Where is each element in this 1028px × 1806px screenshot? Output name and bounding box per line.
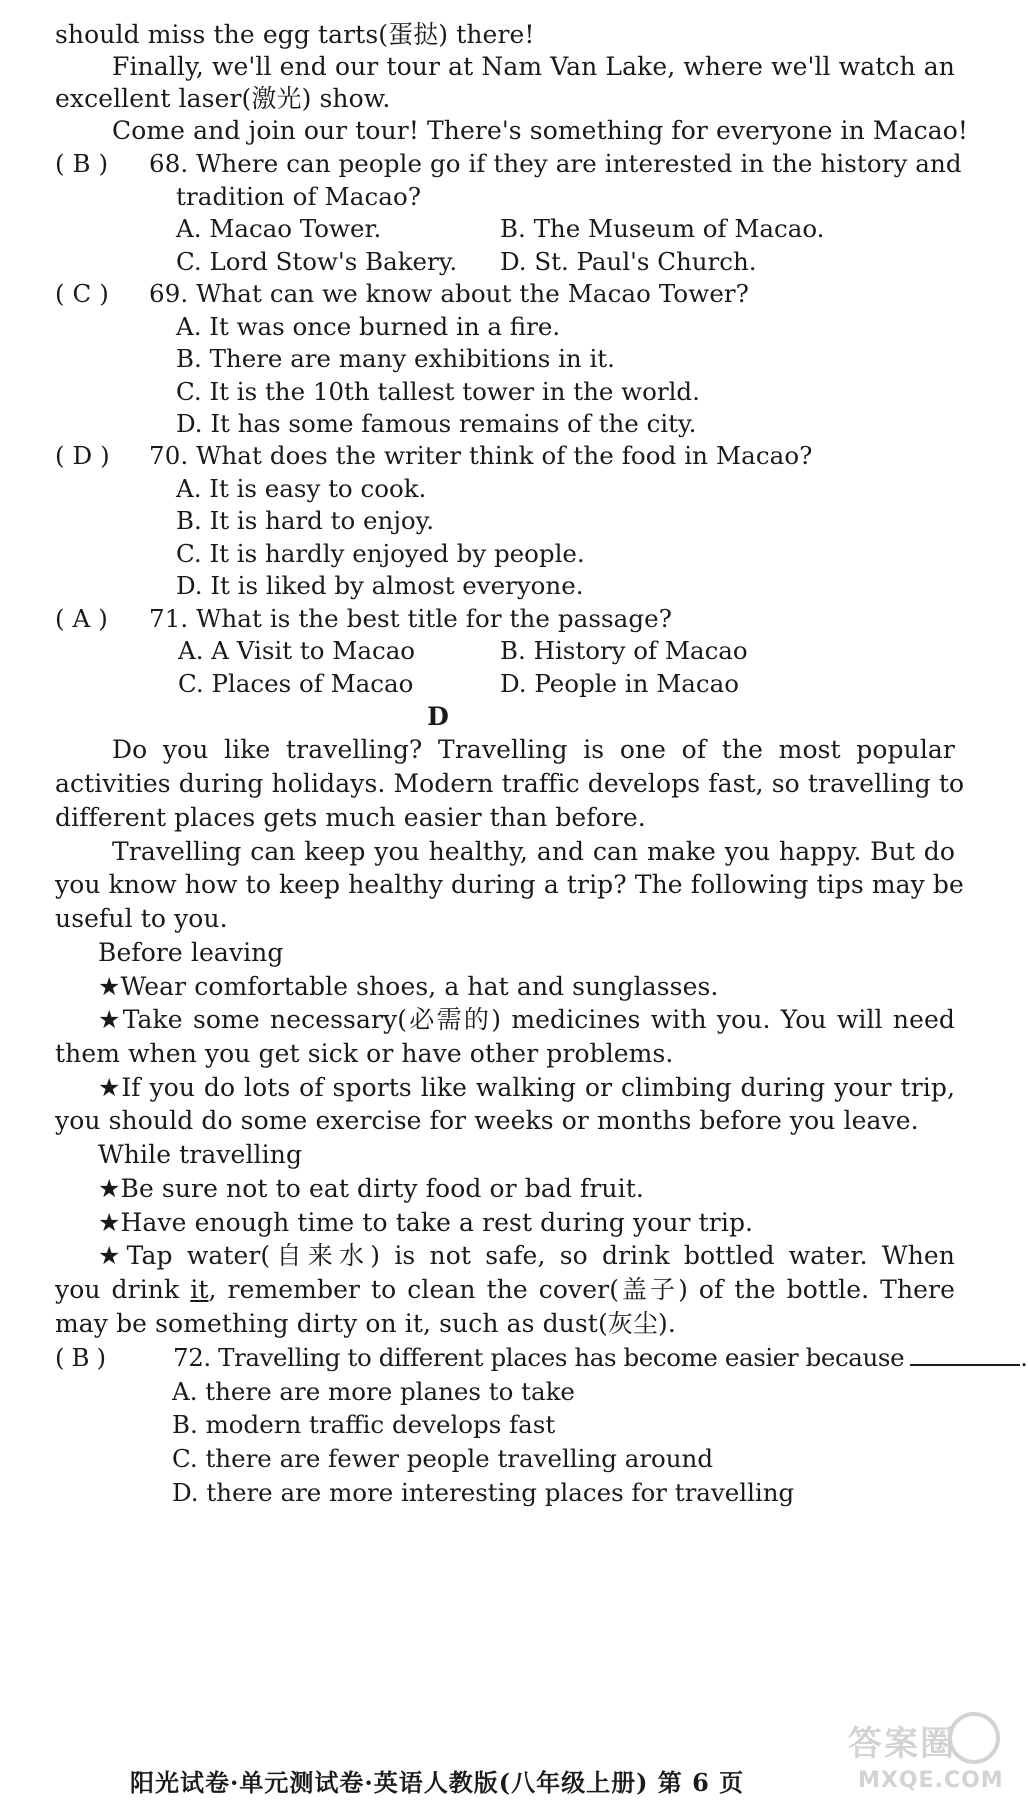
option-c: C. Lord Stow's Bakery. [176,247,458,276]
passage-line: excellent laser(激光) show. [55,84,391,113]
option-a: A. It is easy to cook. [176,474,427,503]
option-d: D. People in Macao [500,669,739,698]
subheading-before-leaving: Before leaving [98,938,284,967]
option-a: A. there are more planes to take [172,1377,575,1406]
paragraph-line: Travelling can keep you healthy, and can make you happy. But do [112,837,955,866]
option-a: A. Macao Tower. [176,214,382,243]
option-b: B. The Museum of Macao. [500,214,825,243]
question-stem: 72. Travelling to different places has become easier because [173,1343,905,1372]
option-c: C. Places of Macao [178,669,414,698]
paragraph-line: Do you like travelling? Travelling is one of the most popular [112,735,955,764]
option-b: B. modern traffic develops fast [172,1410,556,1439]
option-c: C. there are fewer people travelling around [172,1444,714,1473]
option-d: D. It is liked by almost everyone. [176,571,584,600]
page-footer: 阳光试卷·单元测试卷·英语人教版(八年级上册) 第 6 页 [130,1768,745,1797]
answer-mark: ( D ) [55,441,110,470]
question-70 [55,439,812,473]
option-a: A. A Visit to Macao [178,636,416,665]
underlined-word: it [190,1275,209,1304]
option-d: D. St. Paul's Church. [500,247,757,276]
paragraph-line: different places gets much easier than before. [55,803,646,832]
option-b: B. It is hard to enjoy. [176,506,435,535]
question-71 [55,602,672,636]
tip-item-cont [55,1273,955,1307]
option-d: D. It has some famous remains of the city. [176,409,697,438]
tip-item: ★Tap water(自来水) is not safe, so drink bottled water. When [98,1241,955,1270]
option-b: B. There are many exhibitions in it. [176,344,615,373]
option-d: D. there are more interesting places for travelling [172,1478,795,1507]
answer-mark: ( C ) [55,279,109,308]
tip-item: ★If you do lots of sports like walking or climbing during your trip, [98,1073,955,1102]
section-heading: D [427,702,449,731]
question-stem: 68. Where can people go if they are interested in the history and [149,149,962,178]
passage-line: Finally, we'll end our tour at Nam Van Lake, where we'll watch an [112,52,955,81]
stem-end: . [1020,1343,1028,1372]
question-stem: 70. What does the writer think of the food in Macao? [149,441,813,470]
passage-line: Come and join our tour! There's something for everyone in Macao! [112,116,968,145]
question-69 [55,277,749,311]
paragraph-line: activities during holidays. Modern traffic develops fast, so travelling to [55,769,965,798]
answer-mark: ( B ) [55,149,109,178]
option-b: B. History of Macao [500,636,748,665]
paragraph-line: useful to you. [55,904,228,933]
answer-blank [910,1342,1020,1366]
answer-mark: ( A ) [55,604,108,633]
answer-mark: ( B ) [55,1343,106,1372]
tip-item: ★Have enough time to take a rest during your trip. [98,1208,754,1237]
question-68 [55,147,962,181]
question-72 [55,1341,1028,1375]
text-span: you drink [55,1275,191,1304]
tip-item: ★Be sure not to eat dirty food or bad fruit. [98,1174,644,1203]
passage-line: should miss the egg tarts(蛋挞) there! [55,20,535,49]
tip-item: ★Wear comfortable shoes, a hat and sunglasses. [98,972,719,1001]
text-span: , remember to clean the cover(盖子) of the bottle. There [208,1275,955,1304]
option-c: C. It is hardly enjoyed by people. [176,539,585,568]
option-c: C. It is the 10th tallest tower in the world. [176,377,700,406]
watermark-cn: 答案圈 [848,1724,956,1764]
watermark-logo [848,1712,1004,1802]
subheading-while-travelling: While travelling [98,1140,303,1169]
option-a: A. It was once burned in a fire. [176,312,561,341]
tip-item-cont: you should do some exercise for weeks or months before you leave. [55,1106,919,1135]
question-stem-cont: tradition of Macao? [176,182,422,211]
watermark-url: MXQE.COM [858,1768,1004,1793]
paragraph-line: you know how to keep healthy during a trip? The following tips may be [55,870,964,899]
tip-item: ★Take some necessary(必需的) medicines with you. You will need [98,1005,955,1034]
question-stem: 71. What is the best title for the passage? [149,604,672,633]
tip-item-cont: may be something dirty on it, such as dust(灰尘). [55,1309,676,1338]
question-stem: 69. What can we know about the Macao Tower? [149,279,749,308]
tip-item-cont: them when you get sick or have other problems. [55,1039,674,1068]
